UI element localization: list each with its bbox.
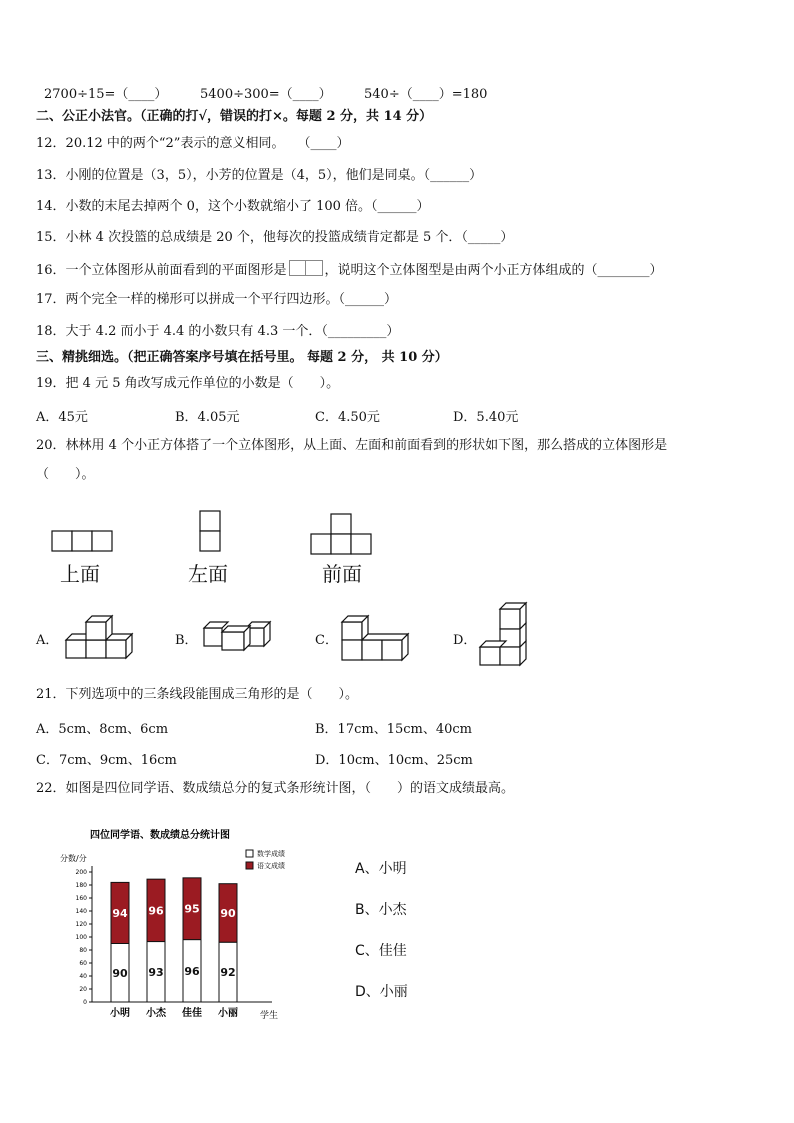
chart-data-label: 94 <box>112 906 128 920</box>
chart-data-label: 96 <box>148 904 164 918</box>
chart-legend-swatch <box>246 862 253 869</box>
q20-option-b-label: B． <box>175 633 198 648</box>
top-calc-row <box>0 83 794 101</box>
question-22: 22．如图是四位同学语、数成绩总分的复式条形统计图，（ ）的语文成绩最高。 <box>36 781 515 796</box>
calc-item-2: 5400÷300=（____） <box>200 87 332 102</box>
q20-option-d-label: D． <box>453 633 477 648</box>
chart-y-tick-label: 60 <box>79 960 87 967</box>
q22-choice-b: B、小杰 <box>355 902 407 918</box>
q20-option-a-label: A． <box>36 633 59 648</box>
q19-option-b: B．4.05元 <box>175 410 240 425</box>
left-view-figure <box>200 511 222 553</box>
front-view-label: 前面 <box>322 562 362 586</box>
chart-y-tick-label: 120 <box>75 921 87 928</box>
q22-choice-c: C、佳佳 <box>355 943 407 959</box>
section2-heading: 二、公正小法官。（正确的打√，错误的打×。每题 2 分，共 14 分） <box>36 109 433 124</box>
question-14: 14．小数的末尾去掉两个 0，这个小数就缩小了 100 倍。（______） <box>36 199 430 214</box>
top-view-label: 上面 <box>60 562 100 586</box>
chart-data-label: 90 <box>112 966 128 980</box>
q20-option-c-label: C． <box>315 633 338 648</box>
question-16-part-b: ，说明这个立体图型是由两个小正方体组成的（________） <box>324 263 663 278</box>
question-16 <box>36 260 663 280</box>
chart-data-label: 93 <box>148 965 164 979</box>
chart-category-label: 小杰 <box>146 1008 166 1019</box>
question-20-line1: 20．林林用 4 个小正方体搭了一个立体图形，从上面、左面和前面看到的形状如下图，那么搭成的立体图形是 <box>36 438 668 453</box>
q22-choice-d: D、小丽 <box>355 984 408 1000</box>
chart-y-tick-label: 100 <box>75 934 87 941</box>
left-view-label: 左面 <box>188 562 228 586</box>
q21-option-a: A．5cm、8cm、6cm <box>36 722 169 737</box>
chart-category-label: 小丽 <box>218 1008 238 1019</box>
question-21: 21．下列选项中的三条线段能围成三角形的是（ ）。 <box>36 687 359 702</box>
chart-data-label: 95 <box>184 902 200 916</box>
question-20-line2: （ ）。 <box>36 467 95 482</box>
chart-y-tick-label: 20 <box>79 986 87 993</box>
q19-option-a: A．45元 <box>36 410 88 425</box>
chart-y-tick-label: 0 <box>83 999 87 1006</box>
chart-y-tick-label: 140 <box>75 908 87 915</box>
calc-item-1: 2700÷15=（____） <box>44 87 168 102</box>
calc-item-3: 540÷（____）=180 <box>364 87 488 102</box>
chart-y-tick-label: 80 <box>79 947 87 954</box>
score-bar-chart <box>60 826 300 1026</box>
chart-y-tick-label: 160 <box>75 895 87 902</box>
chart-data-label: 92 <box>220 966 236 980</box>
question-18: 18．大于 4.2 而小于 4.4 的小数只有 4.3 一个．（_________） <box>36 324 400 339</box>
chart-y-tick-label: 180 <box>75 882 87 889</box>
chart-y-tick-label: 200 <box>75 869 87 876</box>
q21-option-c: C．7cm、9cm、16cm <box>36 753 177 768</box>
question-17: 17．两个完全一样的梯形可以拼成一个平行四边形。（______） <box>36 292 398 307</box>
chart-legend-label: 语文成绩 <box>257 862 285 870</box>
q20-option-d-figure <box>480 603 526 667</box>
chart-legend-swatch <box>246 850 253 857</box>
question-19: 19．把 4 元 5 角改写成元作单位的小数是（ ）。 <box>36 376 340 391</box>
chart-category-label: 佳佳 <box>182 1008 202 1019</box>
chart-category-label: 小明 <box>110 1008 130 1019</box>
q20-option-c-figure <box>342 616 410 662</box>
q20-option-a-figure <box>66 616 130 660</box>
question-12: 12．20.12 中的两个“2”表示的意义相同。 （____） <box>36 136 350 151</box>
top-view-figure <box>52 531 112 553</box>
q22-choice-a: A、小明 <box>355 861 407 877</box>
chart-data-label: 90 <box>220 906 236 920</box>
chart-data-label: 96 <box>184 964 200 978</box>
chart-ylabel: 分数/分 <box>60 854 87 863</box>
q21-option-d: D．10cm、10cm、25cm <box>315 753 473 768</box>
chart-xlabel: 学生 <box>260 1011 279 1021</box>
q19-option-d: D．5.40元 <box>453 410 519 425</box>
question-13: 13．小刚的位置是（3，5），小芳的位置是（4，5），他们是同桌。（______） <box>36 168 483 183</box>
question-16-part-a: 16．一个立体图形从前面看到的平面图形是 <box>36 263 287 278</box>
chart-legend-label: 数学成绩 <box>257 850 285 858</box>
section3-heading: 三、精挑细选。（把正确答案序号填在括号里。 每题 2 分， 共 10 分） <box>36 350 448 365</box>
front-view-figure <box>311 514 371 556</box>
chart-y-tick-label: 40 <box>79 973 87 980</box>
two-squares-figure <box>289 260 323 276</box>
chart-title: 四位同学语、数成绩总分统计图 <box>90 830 230 841</box>
q20-option-b-figure <box>204 622 270 652</box>
q19-option-c: C．4.50元 <box>315 410 380 425</box>
q21-option-b: B．17cm、15cm、40cm <box>315 722 473 737</box>
question-15: 15．小林 4 次投篮的总成绩是 20 个，他每次的投篮成绩肯定都是 5 个．（_____） <box>36 230 514 245</box>
